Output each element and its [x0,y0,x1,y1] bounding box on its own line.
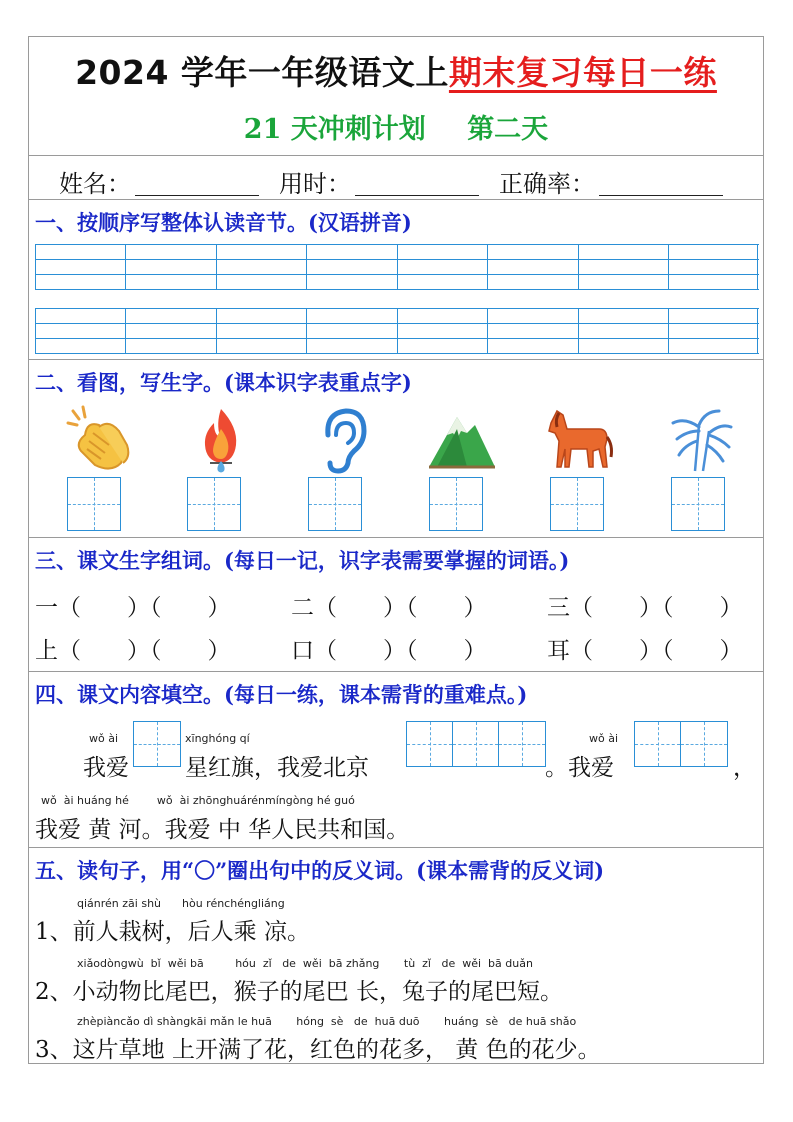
divider [29,847,763,848]
word-row-1 [35,589,759,621]
writing-grid-3[interactable] [308,477,362,531]
text: 星红旗，我爱北京 [185,755,369,781]
sentence-1: 1、前人栽树，后人乘 凉。 [35,919,310,945]
word-row-2 [35,632,759,664]
word-group[interactable]: 一（ ）（ ） [35,595,231,621]
word-group[interactable]: 耳（ ）（ ） [547,638,743,664]
title-red: 期末复习每日一练 [448,53,717,92]
word-group[interactable]: 口（ ）（ ） [291,638,487,664]
section1-title: 一、按顺序写整体认读音节。(汉语拼音) [35,210,412,235]
clapping-hands-icon [65,405,135,475]
page-subtitle [29,107,763,146]
worksheet [28,36,764,1064]
sentence-3: 3、这片草地 上开满了花，红色的花多， 黄 色的花少。 [35,1037,601,1063]
ear-icon [306,405,376,475]
fire-icon [186,405,256,475]
fill-grid-2[interactable] [406,721,546,767]
accuracy-blank[interactable] [599,167,723,196]
writing-grid-4[interactable] [429,477,483,531]
text: 我爱 [83,755,129,781]
student-info-row [59,161,755,201]
title-black: 2024 学年一年级语文上 [75,53,449,92]
pinyin: wǒ ài [589,732,619,745]
pinyin: qiánrén zāi shù hòu rénchéngliáng [77,897,285,910]
writing-grid-6[interactable] [671,477,725,531]
fill-grid-3[interactable] [634,721,728,767]
time-label: 用时： [279,169,351,198]
section2-title: 二、看图，写生字。(课本识字表重点字) [35,370,412,395]
divider [29,199,763,200]
word-group[interactable]: 二（ ）（ ） [291,595,487,621]
page-title [29,47,763,94]
pinyin: xiǎodòngwù bǐ wěi bā hóu zǐ de wěi bā zhǎng tù zǐ de wěi bā duǎn [77,957,533,970]
divider [29,671,763,672]
subtitle-day: 第二天 [467,114,549,145]
writing-grid-1[interactable] [67,477,121,531]
divider [29,155,763,156]
word-group[interactable]: 三（ ）（ ） [547,595,743,621]
word-group[interactable]: 上（ ）（ ） [35,638,231,664]
horse-icon [545,405,615,475]
bamboo-icon [665,405,735,475]
divider [29,359,763,360]
section3-title: 三、课文生字组词。(每日一记，识字表需要掌握的词语。) [35,548,570,573]
pinyin: zhèpiàncǎo dì shàngkāi mǎn le huā hóng sè de huā duō huáng sè de huā shǎo [77,1015,577,1028]
fill-grid-1[interactable] [133,721,181,767]
subtitle-plan: 21 天冲刺计划 [243,114,426,145]
text: 我爱 黄 河。我爱 中 华人民共和国。 [35,817,410,843]
sentence-2: 2、小动物比尾巴，猴子的尾巴 长，兔子的尾巴短。 [35,979,563,1005]
text: ， [733,755,756,781]
accuracy-label: 正确率： [499,169,595,198]
name-blank[interactable] [135,167,259,196]
pinyin-writing-row-1[interactable] [35,244,759,290]
section5-title: 五、读句子，用“〇”圈出句中的反义词。(课本需背的反义词) [35,858,605,883]
time-blank[interactable] [355,167,479,196]
name-label: 姓名： [59,169,131,198]
text: 。我爱 [545,755,614,781]
pinyin: wǒ ài huáng hé wǒ ài zhōnghuárénmíngòng hé guó [41,794,355,807]
divider [29,537,763,538]
pinyin: xīnghóng qí [185,732,250,745]
section4-title: 四、课文内容填空。(每日一练，课本需背的重难点。) [35,682,528,707]
mountain-icon [427,405,497,475]
pinyin: wǒ ài [89,732,119,745]
pinyin-writing-row-2[interactable] [35,308,759,354]
writing-grid-5[interactable] [550,477,604,531]
writing-grid-2[interactable] [187,477,241,531]
